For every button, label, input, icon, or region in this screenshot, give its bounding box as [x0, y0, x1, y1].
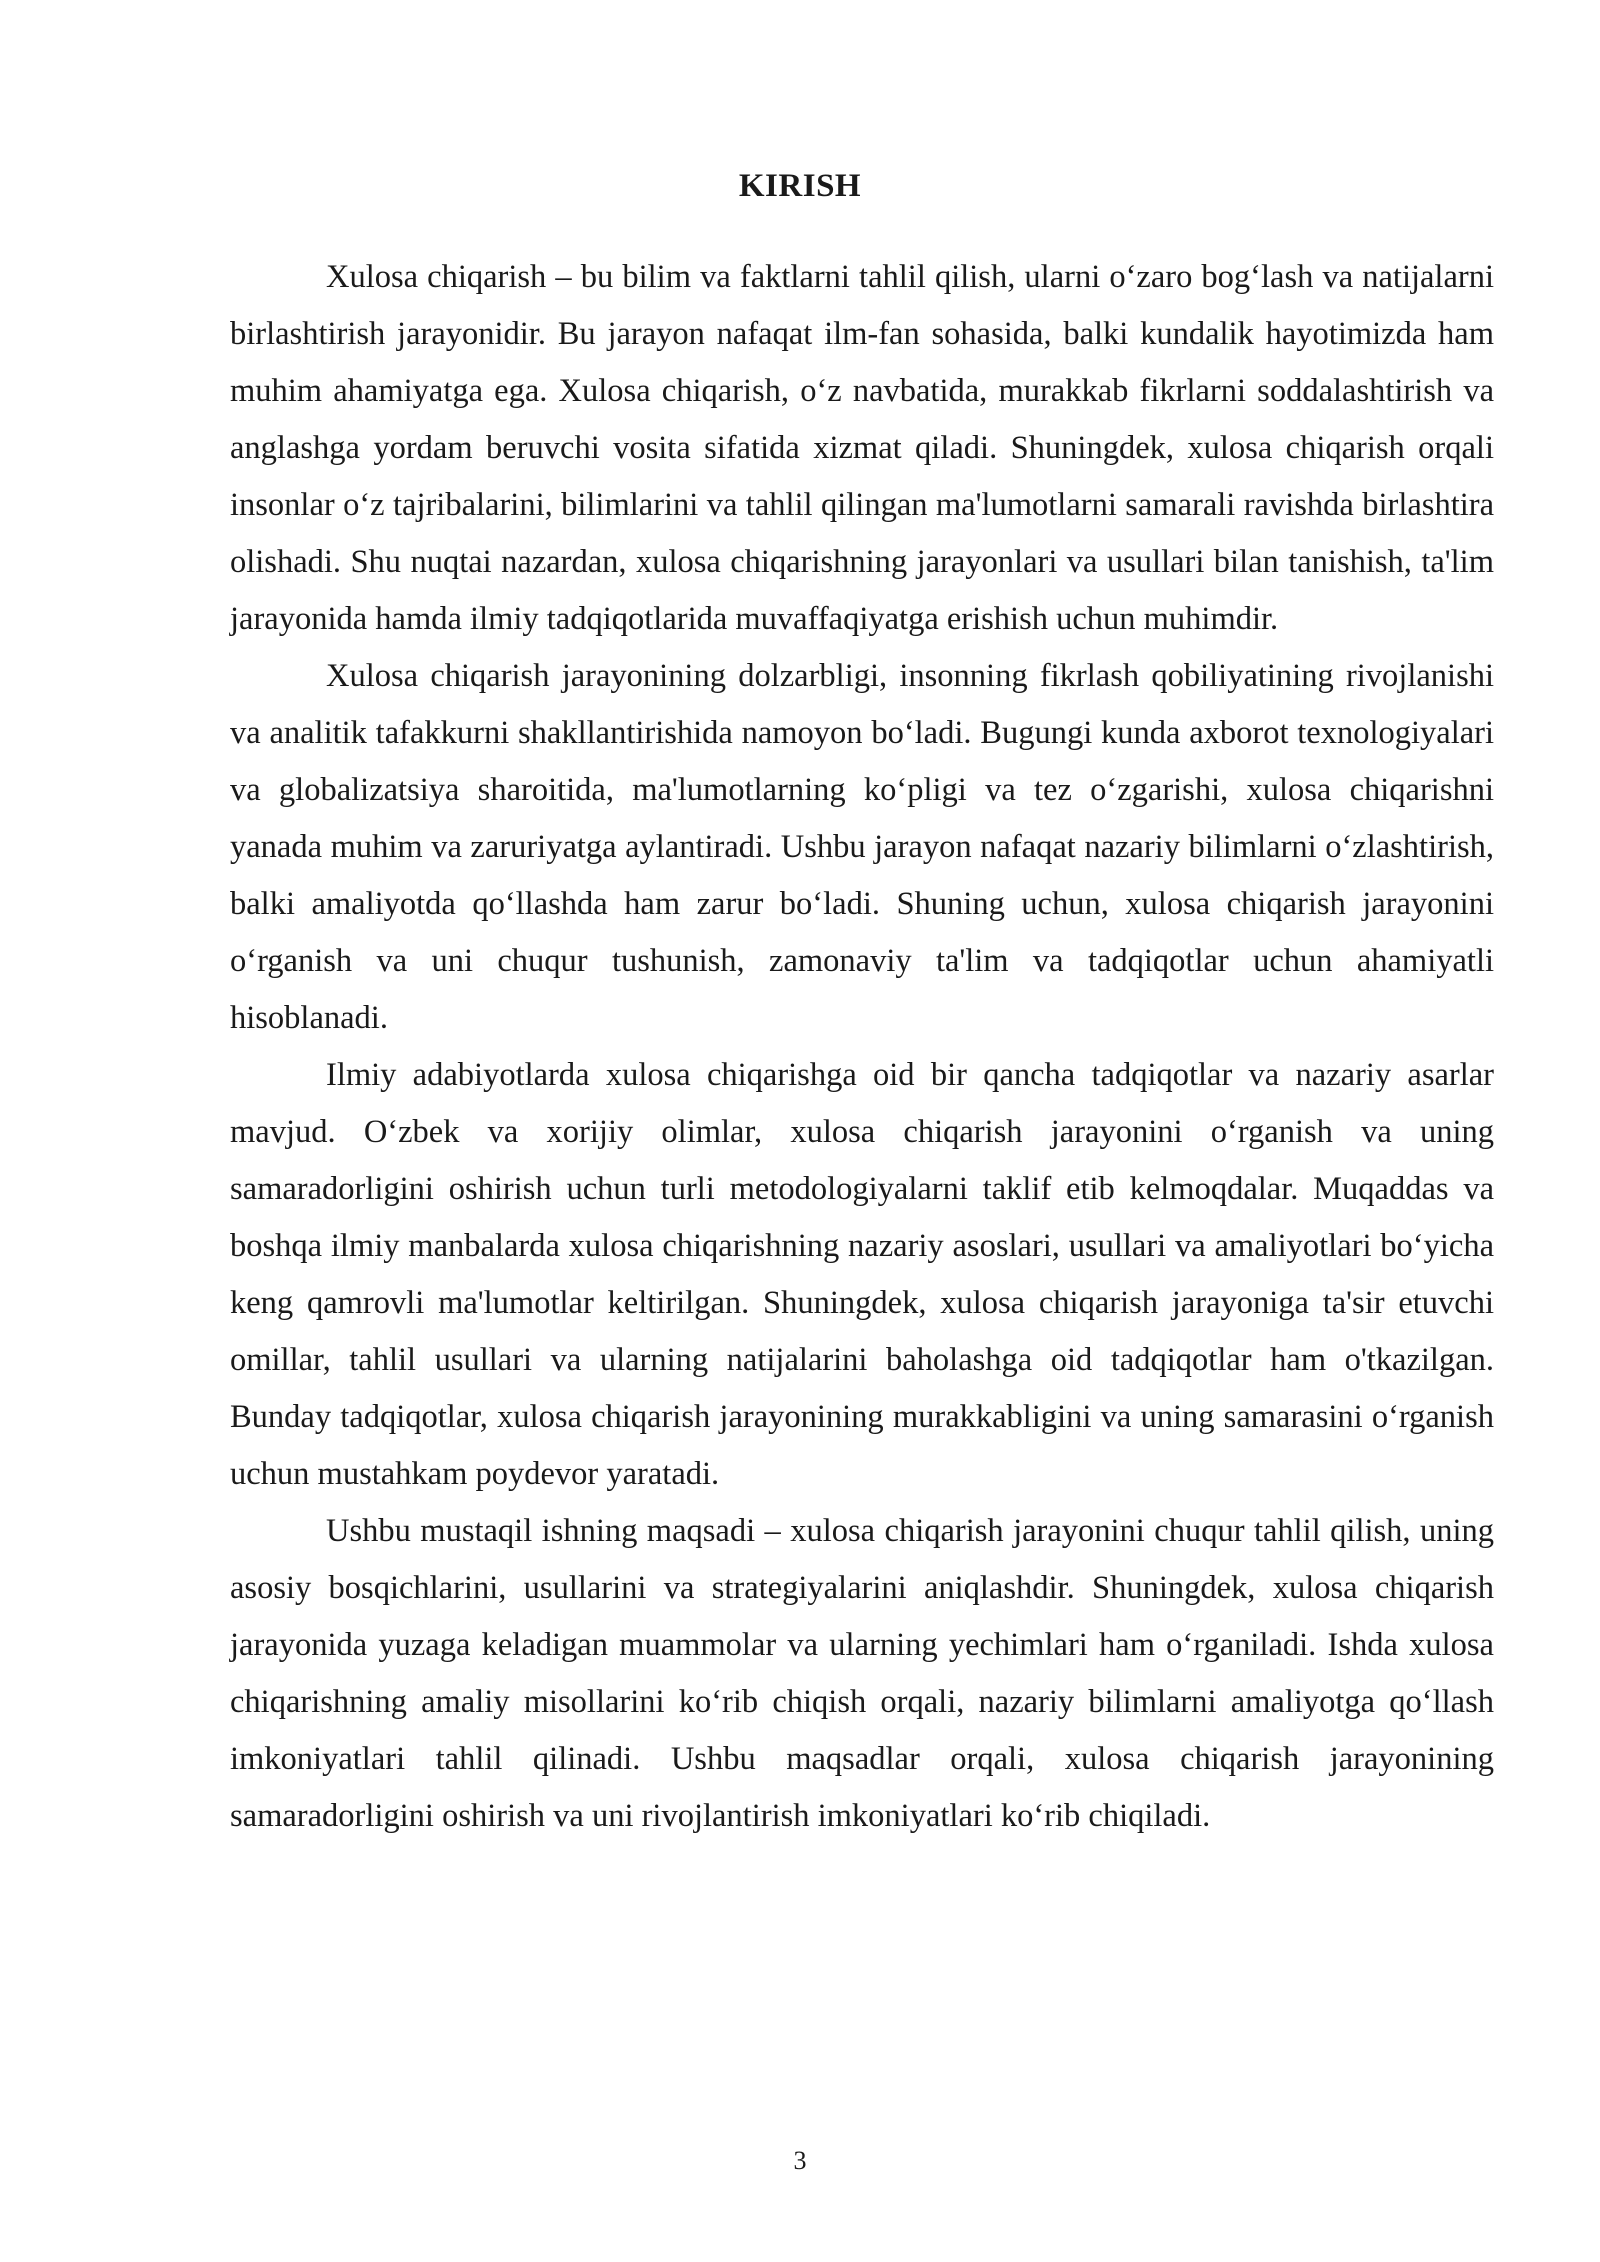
page-number: 3	[793, 2146, 807, 2175]
paragraph-3: Ilmiy adabiyotlarda xulosa chiqarishga oid bir qancha tadqiqotlar va nazariy asarlar mavjud. O‘zbek va xorijiy olimlar, xulosa chiqarish jarayonini o‘rganish va uning samaradorligini oshirish uchun turli metodologiyalarni taklif etib kelmoqdalar. Muqaddas va boshqa ilmiy manbalarda xulosa chiqarishning nazariy asoslari, usullari va amaliyotlari bo‘yicha keng qamrovli ma'lumotlar keltirilgan. Shuningdek, xulosa chiqarish jarayoniga ta'sir etuvchi omillar, tahlil usullari va ularning natijalarini baholashga oid tadqiqotlar ham o'tkazilgan. Bunday tadqiqotlar, xulosa chiqarish jarayonining murakkabligini va uning samarasini o‘rganish uchun mustahkam poydevor yaratadi.	[230, 1057, 1494, 1492]
paragraph-2: Xulosa chiqarish jarayonining dolzarbligi, insonning fikrlash qobiliyatining rivojlanishi va analitik tafakkurni shakllantirishida namoyon bo‘ladi. Bugungi kunda axborot texnologiyalari va globalizatsiya sharoitida, ma'lumotlarning ko‘pligi va tez o‘zgarishi, xulosa chiqarishni yanada muhim va zaruriyatga aylantiradi. Ushbu jarayon nafaqat nazariy bilimlarni o‘zlashtirish, balki amaliyotda qo‘llashda ham zarur bo‘ladi. Shuning uchun, xulosa chiqarish jarayonini o‘rganish va uni chuqur tushunish, zamonaviy ta'lim va tadqiqotlar uchun ahamiyatli hisoblanadi.	[230, 658, 1494, 1036]
paragraph-4: Ushbu mustaqil ishning maqsadi – xulosa chiqarish jarayonini chuqur tahlil qilish, uning asosiy bosqichlarini, usullarini va strategiyalarini aniqlashdir. Shuningdek, xulosa chiqarish jarayonida yuzaga keladigan muammolar va ularning yechimlari ham o‘rganiladi. Ishda xulosa chiqarishning amaliy misollarini ko‘rib chiqish orqali, nazariy bilimlarni amaliyotga qo‘llash imkoniyatlari tahlil qilinadi. Ushbu maqsadlar orqali, xulosa chiqarish jarayonining samaradorligini oshirish va uni rivojlantirish imkoniyatlari ko‘rib chiqiladi.	[230, 1513, 1494, 1834]
paragraph-1: Xulosa chiqarish – bu bilim va faktlarni tahlil qilish, ularni o‘zaro bog‘lash va natijalarni birlashtirish jarayonidir. Bu jarayon nafaqat ilm-fan sohasida, balki kundalik hayotimizda ham muhim ahamiyatga ega. Xulosa chiqarish, o‘z navbatida, murakkab fikrlarni soddalashtirish va anglashga yordam beruvchi vosita sifatida xizmat qiladi. Shuningdek, xulosa chiqarish orqali insonlar o‘z tajribalarini, bilimlarini va tahlil qilingan ma'lumotlarni samarali ravishda birlashtira olishadi. Shu nuqtai nazardan, xulosa chiqarishning jarayonlari va usullari bilan tanishish, ta'lim jarayonida hamda ilmiy tadqiqotlarida muvaffaqiyatga erishish uchun muhimdir.	[230, 259, 1494, 637]
body-text	[230, 249, 1494, 1845]
page-title: KIRISH	[738, 168, 862, 204]
